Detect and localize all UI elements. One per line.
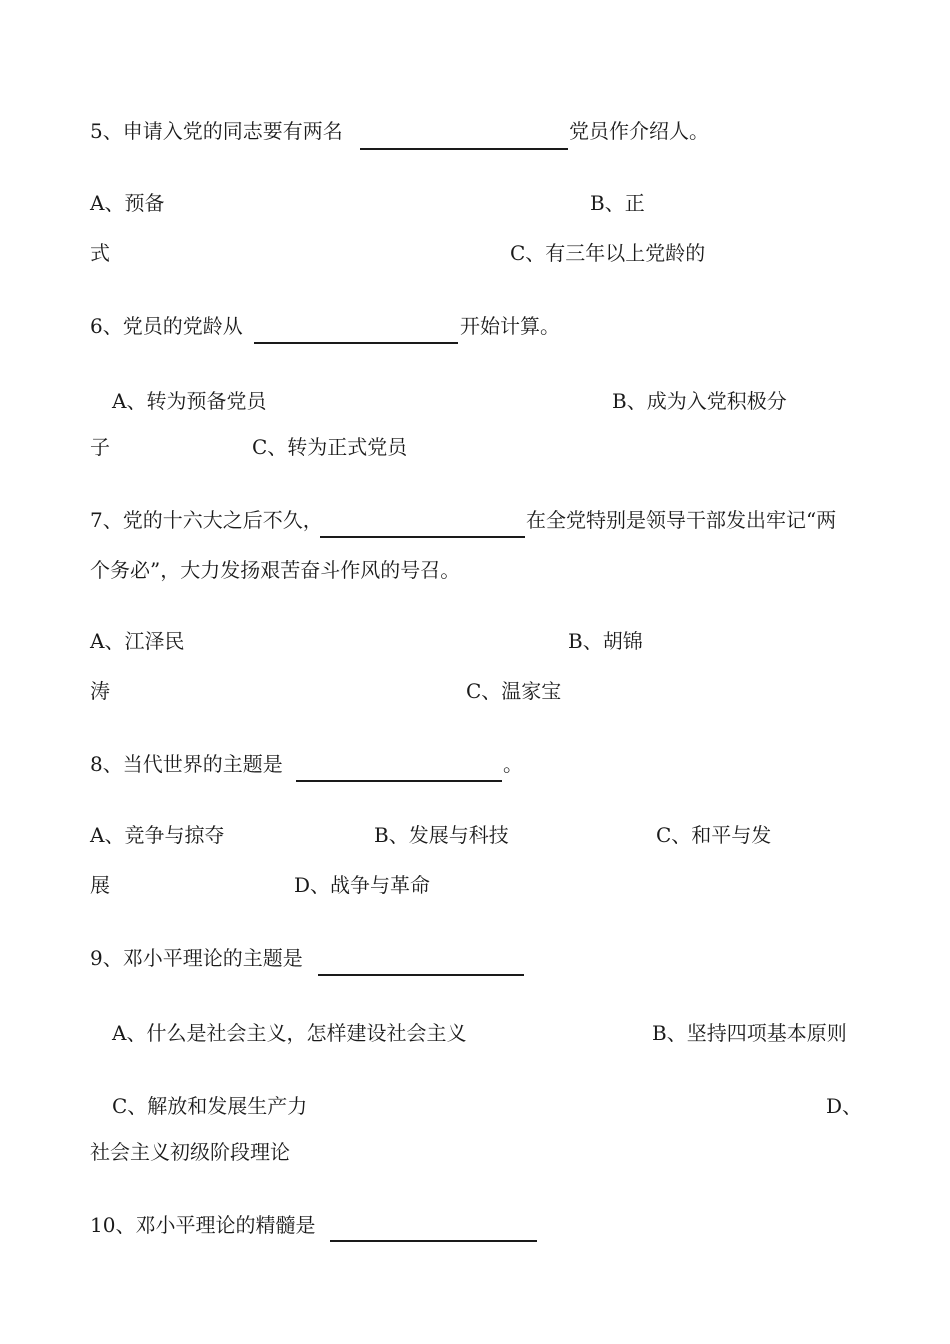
question-7-option-b: B、胡锦 [568,629,643,653]
question-8-answer-blank [296,780,502,782]
question-8-stem-end: 。 [503,752,523,776]
question-10-stem: 10、邓小平理论的精髓是 [90,1213,316,1237]
question-8-option-c: C、和平与发 [656,823,772,847]
question-10-answer-blank [330,1240,537,1242]
question-9-option-d: 社会主义初级阶段理论 [90,1140,290,1164]
question-5-option-b-wrap: 式 [90,241,110,265]
question-7-option-a: A、江泽民 [90,629,185,653]
question-7-answer-blank [320,536,525,538]
question-5-stem: 5、申请入党的同志要有两名 [90,119,343,143]
question-7-stem-end: 个务必”，大力发扬艰苦奋斗作风的号召。 [90,558,461,582]
question-6-stem: 6、党员的党龄从 [90,314,243,338]
question-5-option-c: C、有三年以上党龄的 [510,241,706,265]
question-5-answer-blank [360,148,568,150]
question-5-stem-end: 党员作介绍人。 [569,119,709,143]
question-9-option-b: B、坚持四项基本原则 [652,1021,847,1045]
question-8-option-a: A、竞争与掠夺 [90,823,225,847]
question-9-answer-blank [318,974,524,976]
question-7-option-b-wrap: 涛 [90,679,110,703]
question-9-option-c: C、解放和发展生产力 [112,1094,308,1118]
question-9-stem: 9、邓小平理论的主题是 [90,946,303,970]
question-7-stem-mid: 在全党特别是领导干部发出牢记“两 [526,508,837,532]
question-8-option-c-wrap: 展 [90,873,110,897]
question-7-stem: 7、党的十六大之后不久， [90,508,323,532]
question-5-option-b: B、正 [590,191,645,215]
question-9-option-d-label: D、 [826,1094,863,1118]
question-6-stem-end: 开始计算。 [460,314,560,338]
question-6-option-a: A、转为预备党员 [112,389,267,413]
question-5-option-a: A、预备 [90,191,165,215]
question-8-stem: 8、当代世界的主题是 [90,752,283,776]
question-7-option-c: C、温家宝 [466,679,562,703]
question-9-option-a: A、什么是社会主义，怎样建设社会主义 [112,1021,467,1045]
question-6-option-c: C、转为正式党员 [252,435,408,459]
question-8-option-d: D、战争与革命 [294,873,431,897]
question-6-option-b-wrap: 子 [90,435,110,459]
question-6-answer-blank [254,342,458,344]
question-6-option-b: B、成为入党积极分 [612,389,787,413]
question-8-option-b: B、发展与科技 [374,823,509,847]
